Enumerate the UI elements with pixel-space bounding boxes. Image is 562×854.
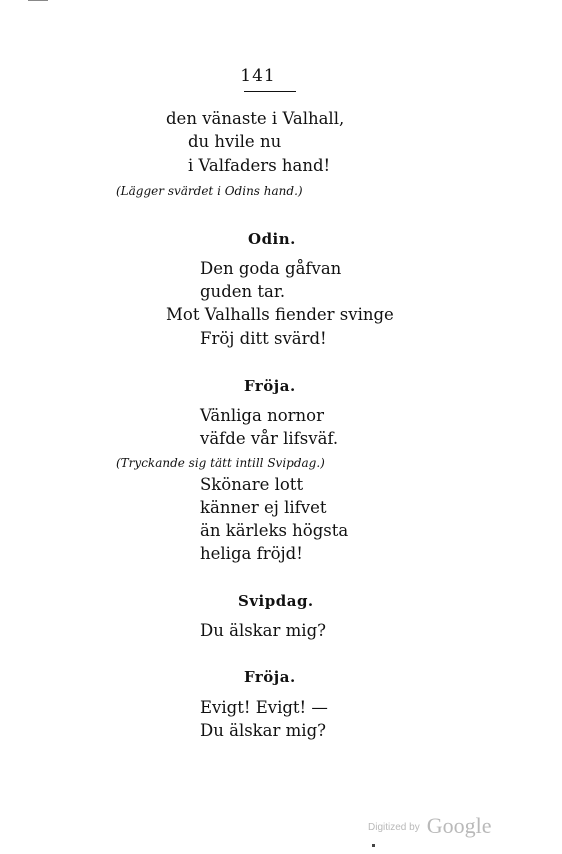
stage-direction: (Lägger svärdet i Odins hand.): [116, 184, 303, 198]
verse-line: du hvile nu: [188, 132, 282, 151]
print-speck: [372, 844, 375, 847]
verse-line: känner ej lifvet: [200, 498, 327, 517]
verse-line: i Valfaders hand!: [188, 156, 331, 175]
verse-line: Mot Valhalls fiender svinge: [166, 305, 394, 324]
speaker-name-froja: Fröja.: [244, 668, 296, 686]
page-number-rule: [244, 91, 296, 92]
speaker-name-odin: Odin.: [248, 230, 296, 248]
verse-line: väfde vår lifsväf.: [200, 429, 339, 448]
top-edge-mark: [28, 0, 48, 1]
verse-line: Fröj ditt svärd!: [200, 329, 327, 348]
verse-line: den vänaste i Valhall,: [166, 109, 345, 128]
verse-line: Du älskar mig?: [200, 721, 326, 740]
verse-line: Vänliga nornor: [200, 406, 324, 425]
stage-direction: (Tryckande sig tätt intill Svipdag.): [116, 456, 325, 470]
google-logo: Google: [426, 813, 492, 838]
verse-line: Du älskar mig?: [200, 621, 326, 640]
verse-line: guden tar.: [200, 282, 286, 301]
verse-line: Den goda gåfvan: [200, 259, 342, 278]
verse-line: Evigt! Evigt! —: [200, 698, 328, 717]
verse-line: än kärleks högsta: [200, 521, 349, 540]
speaker-name-froja: Fröja.: [244, 377, 296, 395]
verse-line: Skönare lott: [200, 475, 304, 494]
digitized-by-google-watermark: [368, 813, 492, 839]
page-number: 141: [240, 66, 276, 86]
speaker-name-svipdag: Svipdag.: [238, 592, 314, 610]
watermark-prefix: Digitized by: [368, 822, 420, 833]
verse-line: heliga fröjd!: [200, 544, 303, 563]
